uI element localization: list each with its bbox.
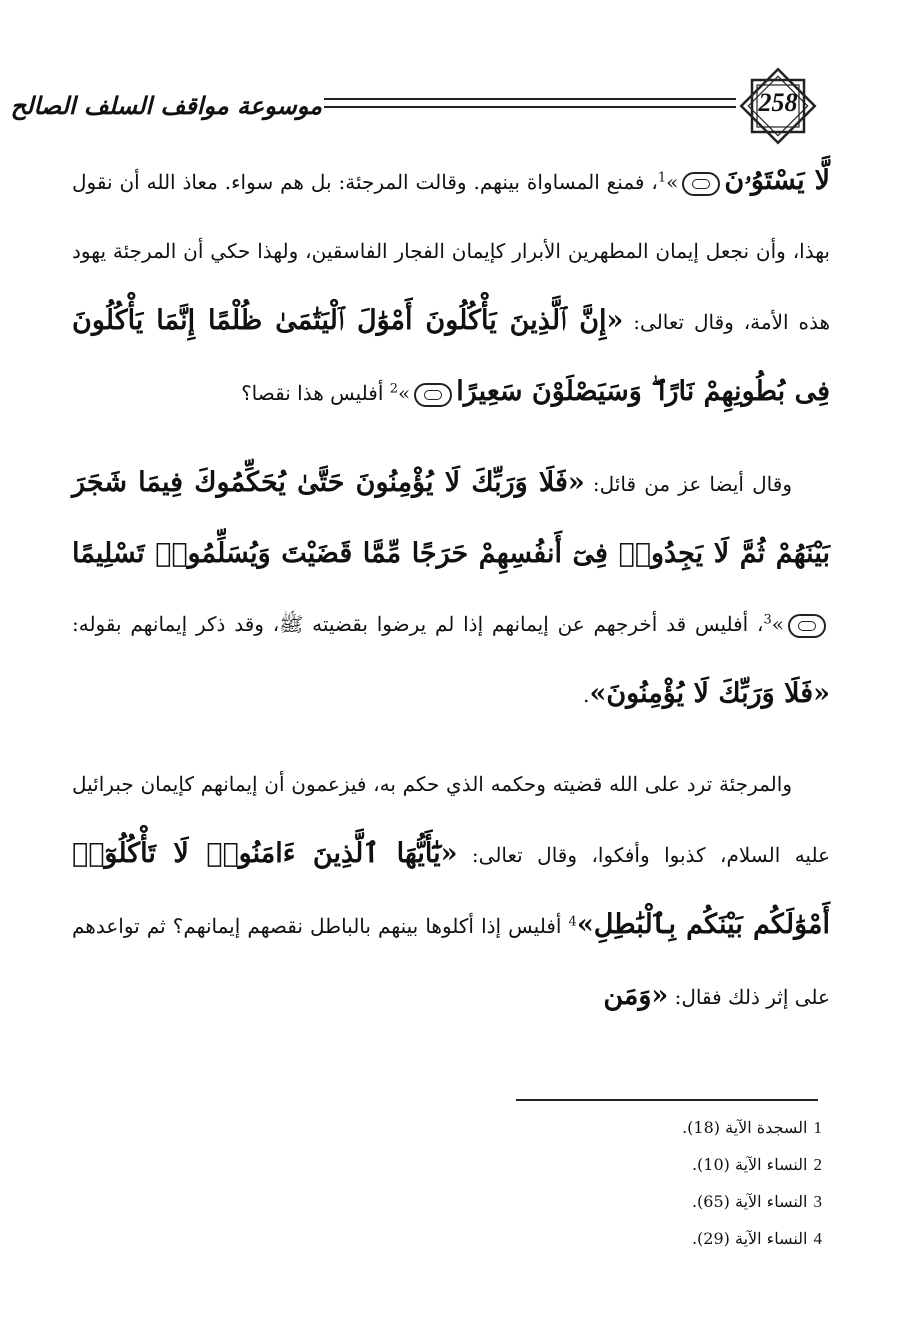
page-number-badge: [736, 64, 820, 148]
body-text: أفليس إذا أكلوها بينهم بالباطل نقصهم إيمانهم؟ ثم تواعدهم على إثر ذلك فقال:: [72, 914, 830, 1009]
footnote: [470, 1183, 822, 1220]
quran-verse: «فَلَا وَرَبِّكَ لَا يُؤْمِنُونَ حَتَّىٰ يُحَكِّمُوكَ فِيمَا شَجَرَ بَيْنَهُمْ ثُمَّ لَا يَجِدُوا۟ فِىٓ أَنفُسِهِمْ حَرَجًا مِّمَّا قَضَيْتَ وَيُسَلِّمُوا۟ تَسْلِيمًا: [72, 467, 830, 569]
header-rule-top: [324, 98, 736, 100]
body-text: .: [583, 683, 590, 707]
page-header: [10, 64, 820, 144]
verse-end-marker-icon: [414, 383, 452, 407]
footnote-number: 2: [813, 1155, 822, 1174]
body-text: ، فمنع المساواة بينهم. وقالت المرجئة: بل هم سواء. معاذ الله أن نقول بهذا، وأن نجعل إيمان المطهرين الأبرار كإيمان الفجار الفاسقين، ولهذا حكي أن المرجئة يهود هذه الأمة، وقال تعالى:: [72, 170, 831, 334]
footnote-text: السجدة الآية (18).: [682, 1118, 808, 1137]
footnote-ref: 4: [568, 914, 577, 930]
footnote-ref: 2: [389, 381, 399, 397]
body-text: »: [666, 170, 679, 194]
paragraph: [72, 750, 830, 1032]
body-text: »: [771, 612, 784, 636]
footnote: [470, 1109, 822, 1146]
paragraph: [72, 448, 830, 730]
main-text: [72, 146, 830, 1032]
running-title: موسوعة مواقف السلف الصالح: [10, 91, 322, 120]
verse-end-marker-icon: [682, 172, 720, 196]
footnote: [470, 1220, 822, 1257]
quran-verse: «فَلَا وَرَبِّكَ لَا يُؤْمِنُونَ»: [589, 678, 830, 709]
footnote-ref: 3: [763, 612, 772, 628]
paragraph: [72, 146, 830, 428]
body-text: والمرجئة ترد على الله قضيته وحكمه الذي حكم به، فيزعمون أن إيمانهم كإيمان جبرائيل عليه السلام، كذبوا وأفكوا، وقال تعالى:: [72, 772, 831, 867]
page-number: 258: [758, 88, 798, 117]
footnote-text: النساء الآية (29).: [691, 1229, 808, 1248]
footnote-ref: 1: [657, 170, 667, 186]
quran-verse: «وَمَن: [603, 980, 669, 1011]
quran-verse: لَّا يَسْتَوُۥنَ: [724, 165, 830, 196]
body-text: أفليس هذا نقصا؟: [241, 381, 390, 405]
quran-verse: «إِنَّ ٱلَّذِينَ يَأْكُلُونَ أَمْوَٰلَ ٱلْيَتَٰمَىٰ ظُلْمًا إِنَّمَا يَأْكُلُونَ فِى بُطُونِهِمْ نَارًا ۖ وَسَيَصْلَوْنَ سَعِيرًا: [72, 305, 830, 407]
footnote: [470, 1146, 822, 1183]
header-rule-bottom: [324, 106, 736, 108]
footnote-separator: [516, 1099, 818, 1101]
verse-end-marker-icon: [788, 614, 826, 638]
footnote-number: 3: [813, 1192, 822, 1211]
body-text: »: [398, 381, 411, 405]
footnote-number: 4: [813, 1229, 822, 1248]
footnote-text: النساء الآية (65).: [691, 1192, 808, 1211]
footnotes: [470, 1109, 822, 1257]
quran-verse: «يَٰٓأَيُّهَا ٱلَّذِينَ ءَامَنُوا۟ لَا تَأْكُلُوٓا۟ أَمْوَٰلَكُم بَيْنَكُم بِٱلْبَٰطِلِ»: [72, 838, 830, 940]
footnote-number: 1: [813, 1118, 822, 1137]
footnote-text: النساء الآية (10).: [691, 1155, 808, 1174]
body-text: وقال أيضا عز من قائل:: [584, 472, 792, 496]
body-text: ، أفليس قد أخرجهم عن إيمانهم إذا لم يرضوا بقضيته ﷺ، وقد ذكر إيمانهم بقوله:: [72, 612, 764, 636]
